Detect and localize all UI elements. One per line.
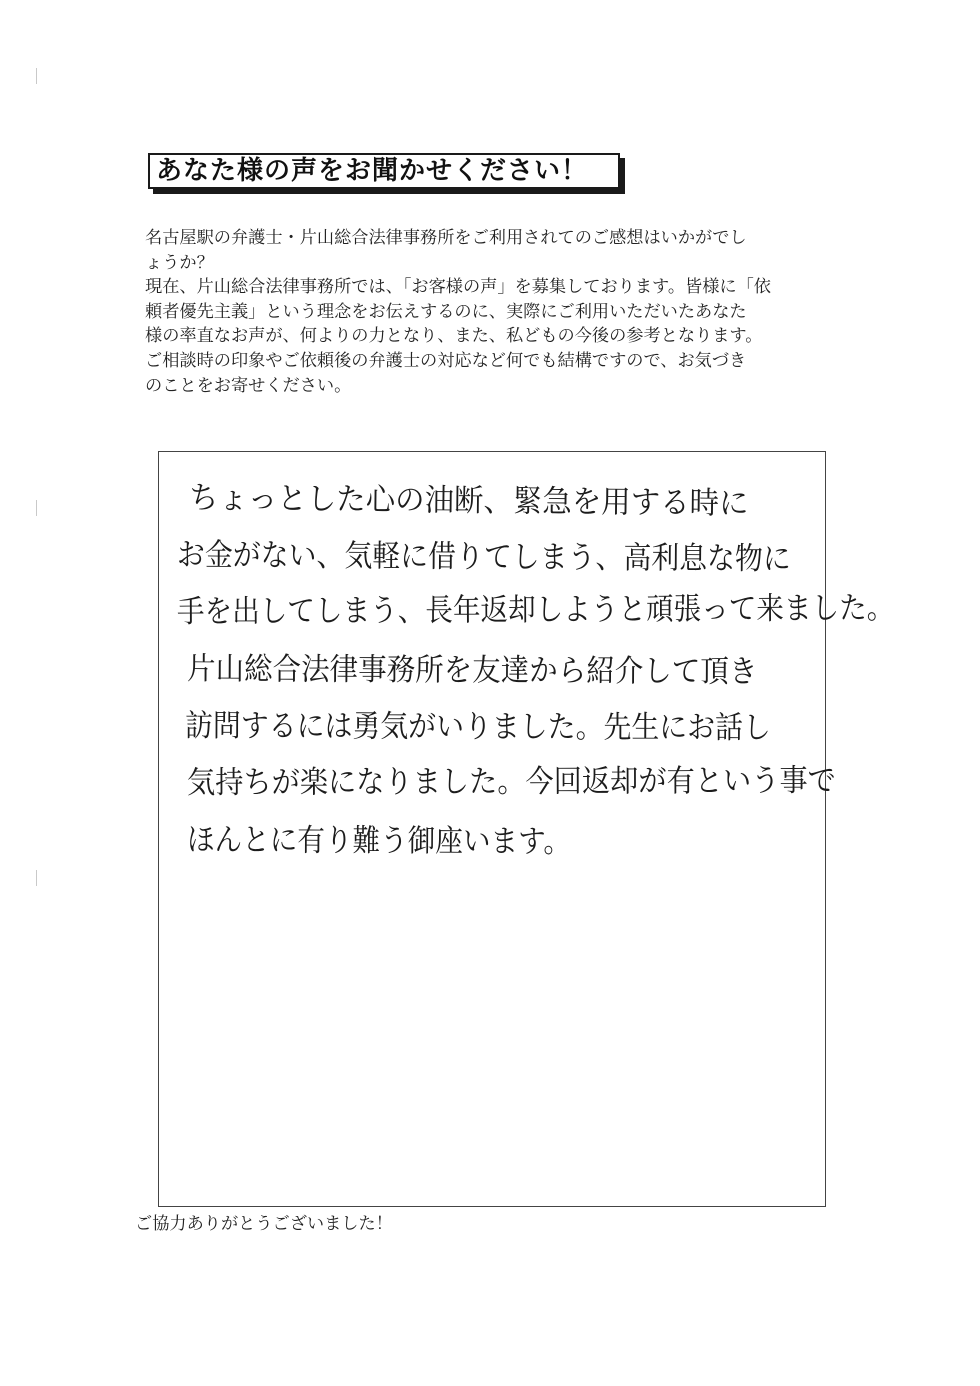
comment-line: お金がない、気軽に借りてしまう、高利息な物に	[176, 537, 791, 578]
binding-mark	[36, 68, 39, 84]
intro-line: 様の率直なお声が、何よりの力となり、また、私どもの今後の参考となります。	[145, 326, 763, 347]
comment-line: ほんとに有り難う御座います。	[186, 822, 572, 861]
comment-line: 手を出してしまう、長年返却しようと頑張って来ました。	[176, 590, 895, 630]
handwritten-comment-box	[158, 451, 895, 1207]
comment-line: 片山総合法律事務所を友達から紹介して頂き	[186, 651, 758, 690]
comment-line: 訪問するには勇気がいりました。先生にお話し	[184, 708, 771, 747]
handwritten-comment	[175, 470, 895, 869]
intro-line: 現在、片山総合法律事務所では、「お客様の声」を募集しております。皆様に「依	[145, 277, 771, 298]
page-title: あなた様の声をお聞かせください！	[156, 156, 589, 186]
intro-line: ょうか？	[145, 252, 214, 273]
intro-line: ご相談時の印象やご依頼後の弁護士の対応など何でも結構ですので、お気づき	[145, 350, 747, 371]
intro-line: 頼者優先主義」という理念をお伝えするのに、実際にご利用いただいたあなた	[145, 301, 747, 322]
intro-line: のことをお寄せください。	[145, 375, 352, 396]
comment-line: 気持ちが楽になりました。今回返却が有という事で	[186, 762, 836, 801]
comment-line: ちょっとした心の油断、緊急を用する時に	[188, 480, 749, 522]
thank-you-note: ご協力ありがとうございました！	[135, 1214, 393, 1234]
intro-paragraph	[145, 226, 850, 398]
binding-mark	[36, 870, 39, 886]
intro-line: 名古屋駅の弁護士・片山総合法律事務所をご利用されてのご感想はいかがでし	[145, 228, 747, 248]
title-banner	[148, 153, 620, 189]
binding-mark	[36, 500, 39, 516]
